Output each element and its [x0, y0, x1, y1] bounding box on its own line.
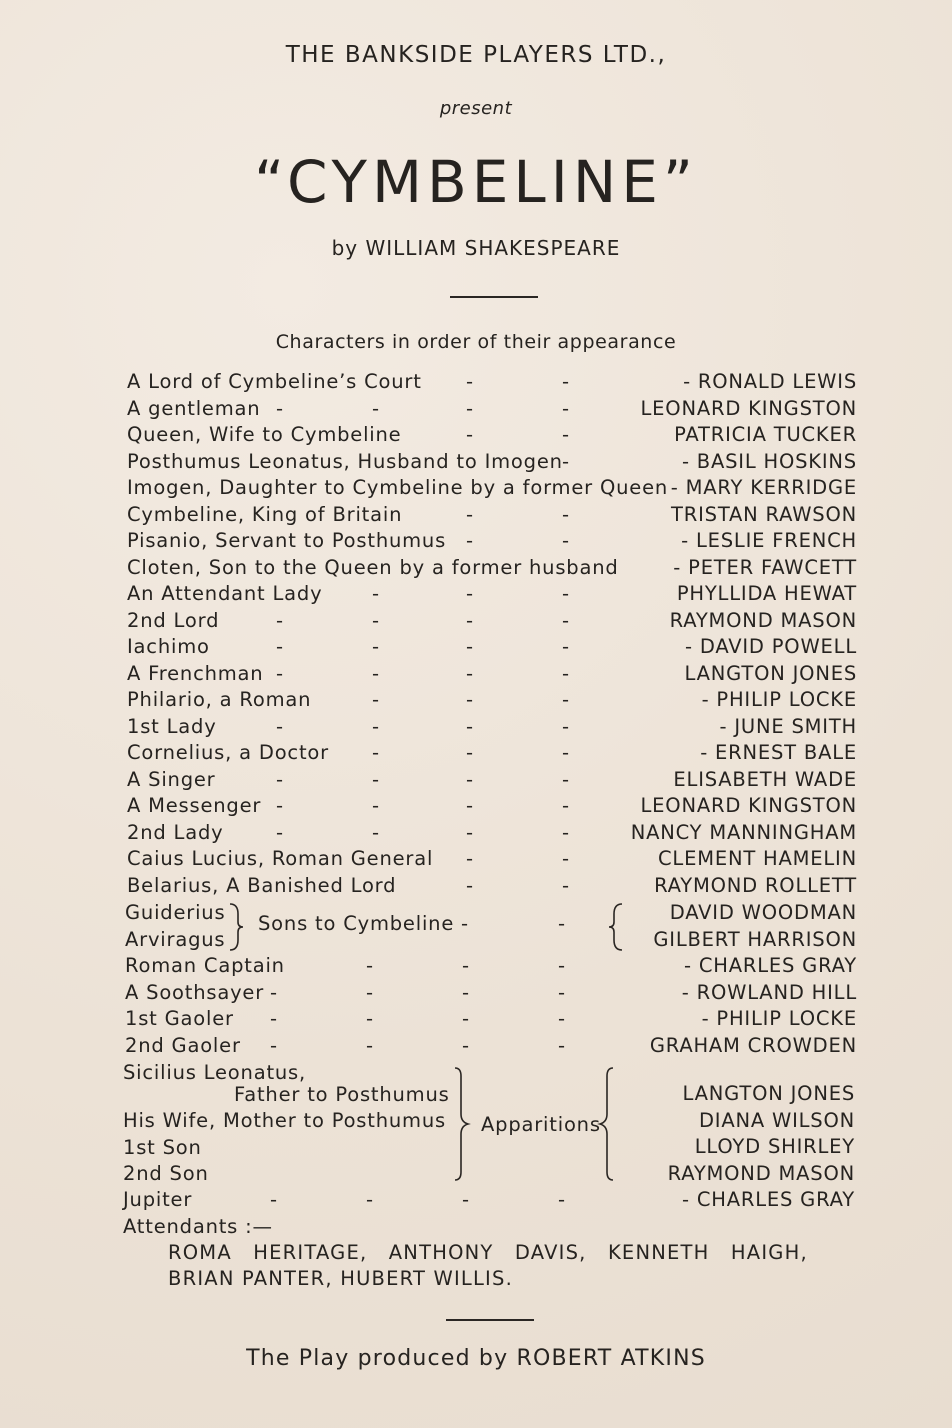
apparition-role: Father to Posthumus [234, 1083, 450, 1106]
cast-row [0, 556, 952, 582]
actor-name: LEONARD KINGSTON [640, 794, 857, 817]
dash-leader: - - - - [276, 635, 570, 658]
divider-rule [450, 296, 538, 298]
dash-leader: - - [466, 370, 570, 393]
apparition-role: His Wife, Mother to Posthumus [123, 1109, 446, 1132]
role-name: Cloten, Son to the Queen by a former husband [127, 555, 619, 579]
dash-leader: - - - - [276, 820, 570, 844]
cast-row [0, 874, 952, 900]
actor-name: - PETER FAWCETT [673, 555, 857, 579]
apparition-role: Sicilius Leonatus, [123, 1061, 307, 1084]
cast-row [0, 503, 952, 529]
play-title: “CYMBELINE” [254, 148, 698, 216]
cast-row [0, 847, 952, 873]
apparitions-label: Apparitions [481, 1113, 601, 1136]
cast-row [0, 450, 952, 476]
role-name: Caius Lucius, Roman General [127, 847, 434, 870]
role-name: Roman Captain [125, 954, 285, 977]
actor-name: RAYMOND MASON [669, 608, 857, 632]
apparition-role: 2nd Son [123, 1162, 209, 1185]
divider-rule [446, 1319, 534, 1321]
role-name: 2nd Lord [127, 608, 220, 632]
dash-leader: - - - [372, 582, 570, 605]
cast-row [0, 662, 952, 688]
cast-row [0, 768, 952, 794]
actor-name: GRAHAM CROWDEN [649, 1033, 857, 1057]
apparition-actor: RAYMOND MASON [667, 1162, 855, 1185]
actor-name: NANCY MANNINGHAM [630, 820, 857, 844]
present-text: present [439, 98, 513, 119]
dash-leader: - - [466, 847, 570, 870]
actor-name: ELISABETH WADE [673, 767, 857, 791]
dash-leader: - - - - [270, 1033, 566, 1057]
role-name: Queen, Wife to Cymbeline [127, 423, 402, 446]
actor-name: - LESLIE FRENCH [681, 529, 857, 552]
cast-row [0, 370, 952, 396]
role-name: A Singer [127, 767, 216, 791]
actor-name: RAYMOND ROLLETT [654, 873, 857, 897]
sons-label: Sons to Cymbeline [258, 912, 455, 935]
dash-leader: - - - - [270, 1007, 566, 1030]
apparition-role: 1st Son [123, 1136, 202, 1159]
producer-credit: The Play produced by ROBERT ATKINS [246, 1346, 706, 1371]
actor-name: - RONALD LEWIS [683, 370, 857, 393]
role-name: Philario, a Roman [127, 688, 312, 711]
role-name: Cymbeline, King of Britain [127, 502, 403, 526]
cast-row [0, 529, 952, 555]
actor-name: - BASIL HOSKINS [681, 449, 857, 473]
role-name: Belarius, A Banished Lord [127, 873, 397, 897]
left-brace-icon [594, 1066, 618, 1184]
actor-name: PATRICIA TUCKER [674, 423, 857, 446]
dash-leader: - [562, 449, 570, 473]
role-name: Posthumus Leonatus, Husband to Imogen [127, 449, 563, 473]
cast-row [0, 715, 952, 741]
dash-leader: - - - - [270, 980, 566, 1004]
dash-leader: - - - - [276, 608, 570, 632]
role-name: An Attendant Lady [127, 582, 323, 605]
actor-name: - ROWLAND HILL [681, 980, 857, 1004]
actor-name: CLEMENT HAMELIN [658, 847, 857, 870]
cast-row [0, 741, 952, 767]
actor-name: PHYLLIDA HEWAT [676, 582, 857, 605]
play-author: by WILLIAM SHAKESPEARE [331, 236, 621, 260]
dash-leader: - - - - [276, 767, 570, 791]
attendants-names: BRIAN PANTER, HUBERT WILLIS. [168, 1267, 513, 1290]
role-name: Iachimo [127, 635, 210, 658]
sons-role-1: Guiderius [125, 901, 226, 924]
role-name: A Soothsayer [125, 980, 265, 1004]
right-brace-icon [226, 902, 246, 952]
dash-leader: - - - - [276, 714, 570, 738]
role-name: A Frenchman [127, 661, 264, 685]
cast-row [0, 476, 952, 502]
dash-leader: - - - - [276, 661, 570, 685]
sons-actor-1: DAVID WOODMAN [669, 901, 857, 924]
actor-name: - JUNE SMITH [719, 714, 857, 738]
actor-name: - PHILIP LOCKE [701, 1007, 857, 1030]
actor-name: - CHARLES GRAY [684, 954, 857, 977]
sons-role-2: Arviragus [125, 928, 226, 951]
actor-name: LEONARD KINGSTON [640, 396, 857, 420]
role-name: Jupiter [123, 1188, 193, 1211]
attendants-label: Attendants :— [123, 1215, 273, 1238]
actor-name: - CHARLES GRAY [682, 1188, 855, 1211]
dash-leader: - - [466, 423, 570, 446]
cast-row [0, 954, 952, 980]
dash-leader: - - - [372, 741, 570, 764]
apparition-actor: LLOYD SHIRLEY [694, 1135, 855, 1158]
cast-row [0, 635, 952, 661]
role-name: A Messenger [127, 794, 262, 817]
dash: - [558, 912, 566, 935]
role-name: 1st Lady [127, 714, 217, 738]
role-name: 1st Gaoler [125, 1007, 234, 1030]
cast-row [0, 821, 952, 847]
cast-row [0, 609, 952, 635]
dash-leader: - - - [366, 954, 566, 977]
dash-leader: - - [466, 529, 570, 552]
cast-row [0, 688, 952, 714]
apparition-actor: DIANA WILSON [698, 1109, 855, 1132]
role-name: A gentleman [127, 396, 261, 420]
cast-row [0, 981, 952, 1007]
apparition-actor: LANGTON JONES [682, 1082, 855, 1105]
dash-leader: - - - - [276, 396, 570, 420]
cast-subheading: Characters in order of their appearance [275, 331, 677, 353]
cast-row [0, 1034, 952, 1060]
actor-name: - MARY KERRIDGE [670, 476, 857, 499]
actor-name: - PHILIP LOCKE [701, 688, 857, 711]
actor-name: TRISTAN RAWSON [671, 502, 857, 526]
dash: - [461, 912, 469, 935]
actor-name: - ERNEST BALE [700, 741, 857, 764]
dash-leader: - - - - [276, 794, 570, 817]
attendants-names: ROMA HERITAGE, ANTHONY DAVIS, KENNETH HAIGH, [168, 1241, 808, 1264]
right-brace-icon [450, 1066, 474, 1184]
cast-row [0, 794, 952, 820]
cast-row [0, 423, 952, 449]
cast-row [0, 582, 952, 608]
role-name: 2nd Lady [127, 820, 224, 844]
cast-row [0, 1007, 952, 1033]
role-name: Imogen, Daughter to Cymbeline by a former Queen [127, 476, 669, 499]
role-name: Pisanio, Servant to Posthumus [127, 529, 447, 552]
cast-row [0, 397, 952, 423]
left-brace-icon [606, 902, 626, 952]
dash-leader: - - - - [270, 1188, 566, 1211]
dash-leader: - - - [372, 688, 570, 711]
dash-leader: - - [466, 873, 570, 897]
actor-name: LANGTON JONES [684, 661, 857, 685]
sons-actor-2: GILBERT HARRISON [653, 928, 857, 951]
role-name: Cornelius, a Doctor [127, 741, 329, 764]
company-name: THE BANKSIDE PLAYERS LTD., [285, 42, 667, 68]
actor-name: - DAVID POWELL [685, 635, 857, 658]
cast-row-jupiter [0, 1188, 952, 1214]
dash-leader: - - [466, 502, 570, 526]
role-name: A Lord of Cymbeline’s Court [127, 370, 422, 393]
role-name: 2nd Gaoler [125, 1033, 241, 1057]
